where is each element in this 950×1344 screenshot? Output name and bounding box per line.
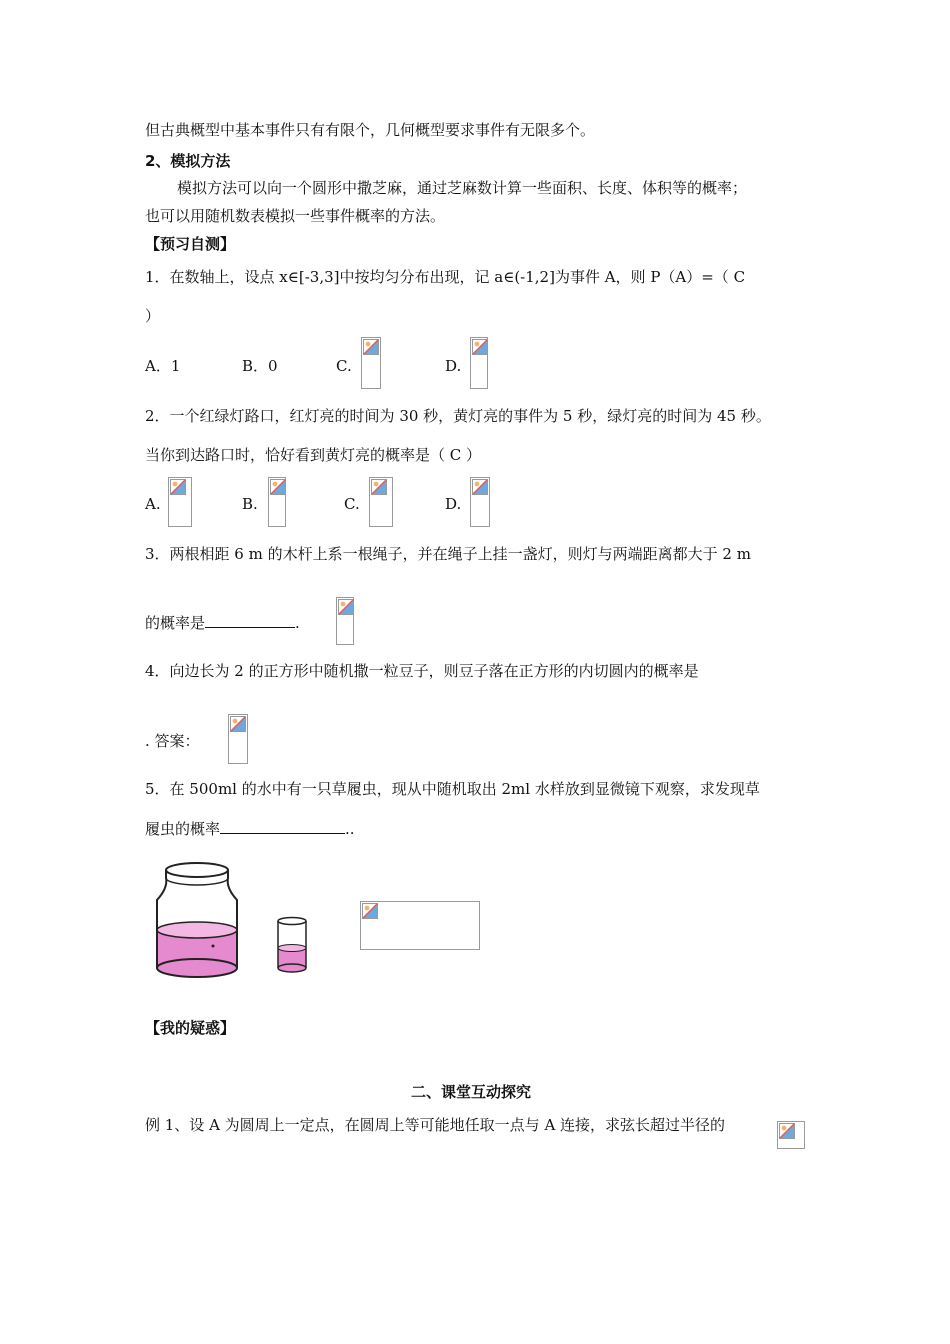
image-glyph <box>779 1123 795 1139</box>
section-heading: 【预习自测】 <box>145 235 236 253</box>
option-c: C. <box>344 495 360 513</box>
image-glyph <box>338 599 354 615</box>
section-heading: 【我的疑惑】 <box>145 1019 236 1037</box>
image-glyph <box>371 479 387 495</box>
image-glyph <box>270 479 286 495</box>
broken-image-icon <box>360 901 480 950</box>
broken-image-icon <box>369 477 393 527</box>
image-glyph <box>362 903 378 919</box>
question-5-text <box>145 818 355 839</box>
question-3-text: 3．两根相距 6 m 的木杆上系一根绳子，并在绳子上挂一盏灯，则灯与两端距离都大于 2 m <box>145 545 751 563</box>
broken-image-icon <box>228 714 248 764</box>
option-b: B. <box>242 495 258 513</box>
option-a: A. <box>145 495 161 513</box>
broken-image-icon <box>168 477 192 527</box>
question-2-text: 2．一个红绿灯路口，红灯亮的时间为 30 秒，黄灯亮的事件为 5 秒，绿灯亮的时间为 45 秒。 <box>145 407 771 425</box>
option-a: A．1 <box>145 357 181 375</box>
question-1-text: ） <box>145 307 161 325</box>
image-glyph <box>472 479 488 495</box>
question-2-text: 当你到达路口时，恰好看到黄灯亮的概率是（ C ） <box>145 446 482 464</box>
question-5-end: .. <box>345 820 355 838</box>
beaker-illustration <box>274 914 310 976</box>
paragraph-line: 模拟方法可以向一个圆形中撒芝麻，通过芝麻数计算一些面积、长度、体积等的概率； <box>177 179 748 197</box>
question-5-text: 5．在 500ml 的水中有一只草履虫，现从中随机取出 2ml 水样放到显微镜下观察，求发现草 <box>145 780 760 798</box>
image-glyph <box>170 479 186 495</box>
question-3-lead: 的概率是 <box>145 614 206 632</box>
broken-image-icon <box>777 1121 805 1149</box>
jar-illustration <box>150 858 245 980</box>
broken-image-icon <box>336 597 354 645</box>
question-4-answer-label: . 答案： <box>145 732 200 750</box>
text-line: 但古典概型中基本事件只有有限个，几何概型要求事件有无限多个。 <box>145 121 596 139</box>
section-heading: 2、模拟方法 <box>145 152 231 170</box>
broken-image-icon <box>361 337 381 389</box>
broken-image-icon <box>470 337 488 389</box>
question-1-text: 1．在数轴上，设点 x∈[-3,3]中按均匀分布出现，记 a∈(-1,2]为事件 A，则 P（A）=（ C <box>145 268 746 286</box>
question-3-text <box>145 612 300 633</box>
option-d: D. <box>445 495 462 513</box>
broken-image-icon <box>268 477 286 527</box>
option-b: B．0 <box>242 357 278 375</box>
paragraph-line: 也可以用随机数表模拟一些事件概率的方法。 <box>145 207 446 225</box>
option-d: D. <box>445 357 462 375</box>
section-title: 二、课堂互动探究 <box>411 1083 532 1101</box>
answer-blank <box>205 612 295 628</box>
question-4-text: 4．向边长为 2 的正方形中随机撒一粒豆子，则豆子落在正方形的内切圆内的概率是 <box>145 662 699 680</box>
image-glyph <box>472 339 488 355</box>
example-1-text: 例 1、设 A 为圆周上一定点，在圆周上等可能地任取一点与 A 连接，求弦长超过半径的 <box>145 1116 726 1134</box>
answer-blank <box>220 818 345 834</box>
option-c: C. <box>336 357 352 375</box>
question-3-end: . <box>295 614 300 632</box>
question-5-lead: 履虫的概率 <box>145 820 221 838</box>
broken-image-icon <box>470 477 490 527</box>
image-glyph <box>230 716 246 732</box>
image-glyph <box>363 339 379 355</box>
